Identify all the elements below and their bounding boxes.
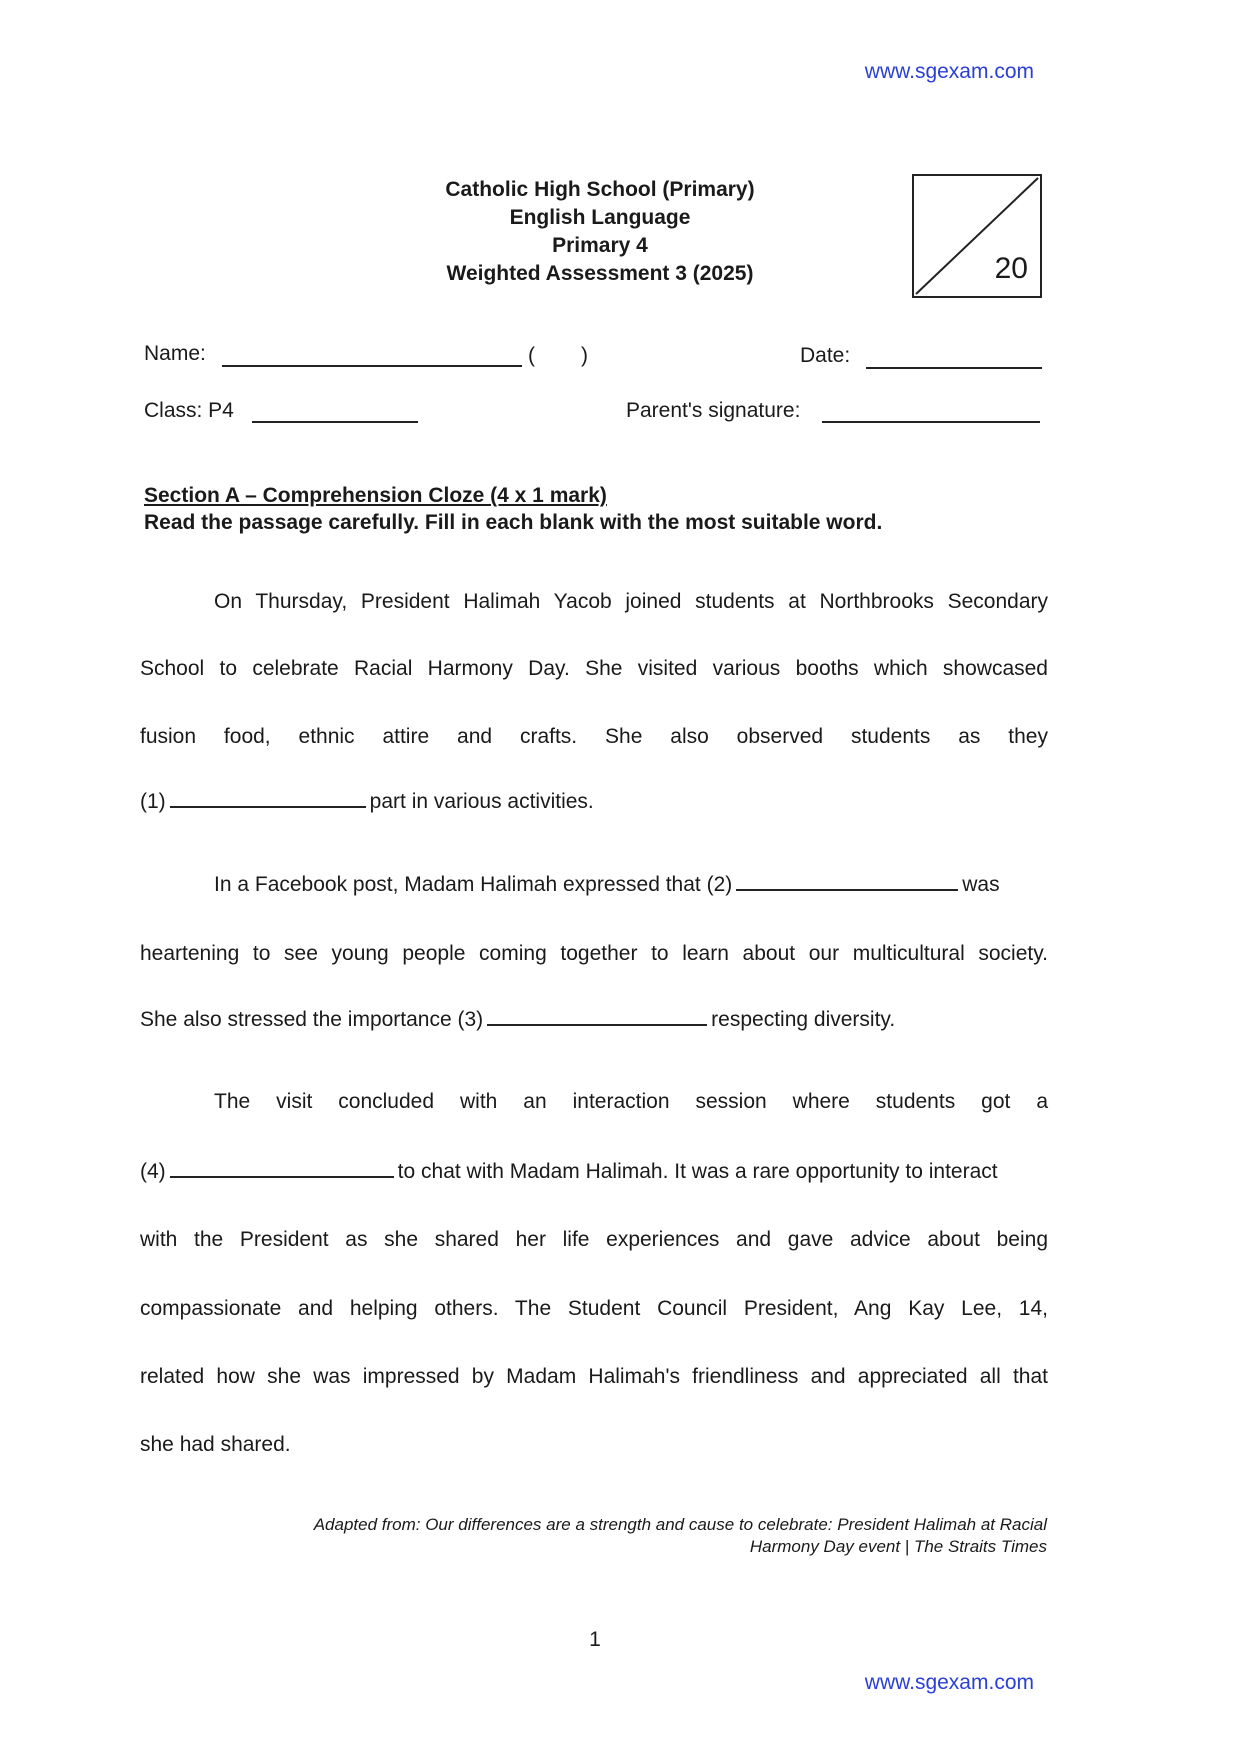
passage-line: compassionate and helping others. The Student Council President, Ang Kay Lee, 14, (140, 1297, 1048, 1320)
blank-4-input[interactable] (170, 1176, 394, 1178)
section-title: Section A – Comprehension Cloze (4 x 1 mark) (144, 484, 607, 507)
site-link-bottom[interactable]: www.sgexam.com (864, 1671, 1034, 1694)
school-name: Catholic High School (Primary) (445, 178, 755, 201)
passage-line: heartening to see young people coming together to learn about our multicultural society. (140, 942, 1048, 965)
parent-signature-label: Parent's signature: (626, 399, 801, 422)
name-label: Name: (144, 342, 206, 365)
passage-line: On Thursday, President Halimah Yacob joined students at Northbrooks Secondary (214, 590, 1048, 613)
site-link-top[interactable]: www.sgexam.com (864, 60, 1034, 83)
passage-line: The visit concluded with an interaction session where students got a (214, 1090, 1048, 1113)
name-field[interactable] (222, 365, 522, 367)
blank-2-input[interactable] (736, 889, 958, 891)
subject-name: English Language (509, 206, 691, 229)
passage-line: with the President as she shared her life experiences and gave advice about being (140, 1228, 1048, 1251)
date-label: Date: (800, 344, 851, 367)
page-number: 1 (589, 1628, 601, 1651)
passage-line-q4: (4) to chat with Madam Halimah. It was a rare opportunity to interact (140, 1160, 998, 1183)
paper-header (350, 176, 850, 288)
passage-line: fusion food, ethnic attire and crafts. She also observed students as they (140, 725, 1048, 748)
source-citation: Adapted from: Our differences are a strength and cause to celebrate: President Halimah at Racial Harmony Day event | The Straits Times (313, 1515, 1047, 1556)
question-number-4: (4) (140, 1160, 166, 1183)
parent-signature-field[interactable] (822, 421, 1040, 423)
class-label: Class: P4 (144, 399, 234, 422)
section-instructions: Read the passage carefully. Fill in each blank with the most suitable word. (144, 511, 883, 534)
date-field[interactable] (866, 367, 1042, 369)
level-name: Primary 4 (552, 234, 648, 257)
passage-line: School to celebrate Racial Harmony Day. She visited various booths which showcased (140, 657, 1048, 680)
passage-line-q3: She also stressed the importance (3) respecting diversity. (140, 1008, 896, 1031)
blank-3-input[interactable] (487, 1024, 707, 1026)
passage-line-q2: In a Facebook post, Madam Halimah expressed that (2) was (214, 873, 1000, 896)
blank-1-input[interactable] (170, 806, 366, 808)
assessment-name: Weighted Assessment 3 (2025) (446, 262, 754, 285)
index-open-paren: ( (528, 344, 535, 367)
class-field[interactable] (252, 421, 418, 423)
passage-line-q1: (1) part in various activities. (140, 790, 594, 813)
index-close-paren: ) (581, 344, 588, 367)
passage-line: related how she was impressed by Madam Halimah's friendliness and appreciated all that (140, 1365, 1048, 1388)
score-total: 20 (994, 252, 1028, 285)
question-number-1: (1) (140, 790, 166, 813)
passage-line: she had shared. (140, 1433, 291, 1456)
score-box (912, 174, 1042, 298)
